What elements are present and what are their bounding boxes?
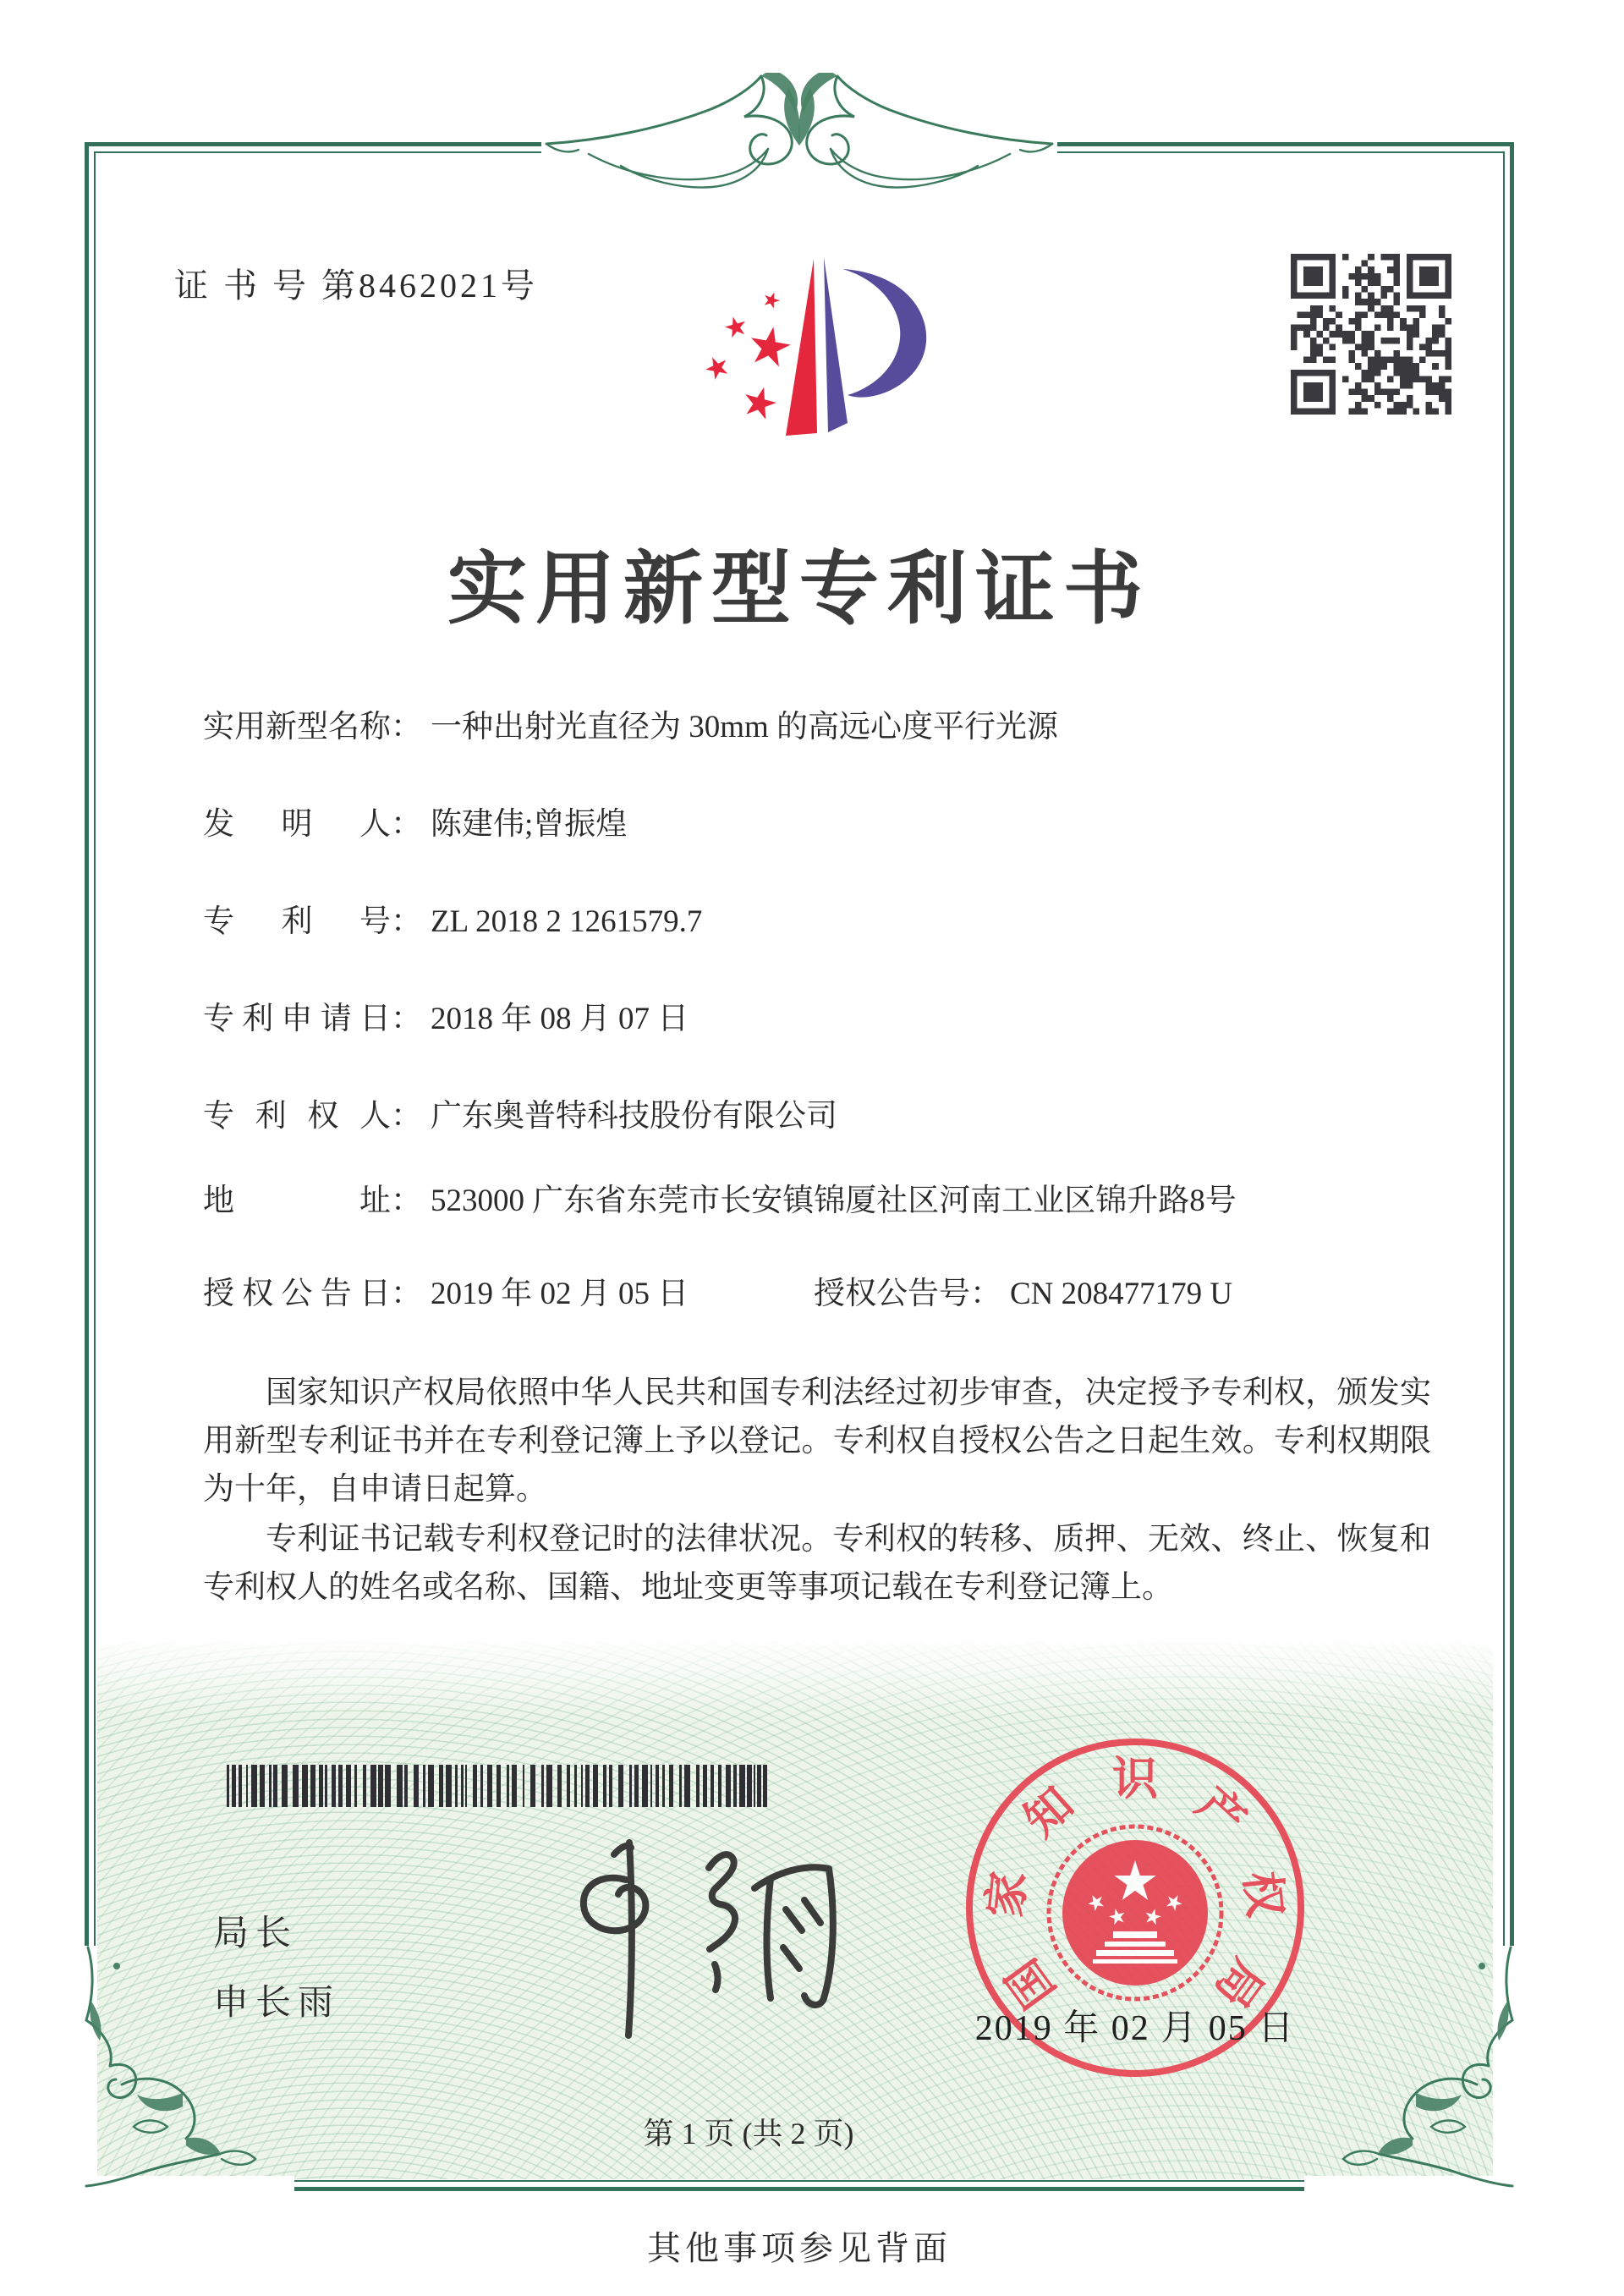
back-note: 其他事项参见背面 xyxy=(647,2229,952,2267)
field-row-inventors xyxy=(203,805,1438,845)
national-emblem xyxy=(1049,1826,1221,1999)
seal-char: 局 xyxy=(1204,1949,1274,2017)
certificate-title: 实用新型专利证书 xyxy=(447,546,1151,634)
field-colon: ： xyxy=(391,807,422,842)
commissioner-signature-icon xyxy=(457,1827,846,2047)
field-value: 2019 年 02 月 05 日 xyxy=(431,1277,689,1311)
field-colon: ： xyxy=(391,1184,422,1218)
field-colon: ： xyxy=(391,1277,422,1311)
field-value: 一种出射光直径为 30mm 的高远心度平行光源 xyxy=(431,710,1059,744)
field-value: 广东奥普特科技股份有限公司 xyxy=(431,1099,837,1134)
field-colon: ： xyxy=(391,904,422,939)
field-label: 专利权人 xyxy=(203,1099,391,1134)
field-row-grant xyxy=(203,1274,1438,1315)
legal-text xyxy=(203,1369,1431,1612)
field-pair-grant-no xyxy=(814,1274,1232,1315)
seal-char: 家 xyxy=(979,1869,1035,1920)
certificate-barcode-icon xyxy=(227,1765,785,1807)
qr-code-icon xyxy=(1291,254,1451,415)
field-value: ZL 2018 2 1261579.7 xyxy=(431,904,703,939)
field-row-filing-date xyxy=(203,999,1438,1040)
top-border-ornament-icon xyxy=(541,73,1057,233)
field-value: 2018 年 08 月 07 日 xyxy=(431,1002,689,1036)
field-label: 实用新型名称 xyxy=(203,710,391,744)
field-label: 发明人 xyxy=(203,807,391,842)
field-label: 专利申请日 xyxy=(203,1002,391,1036)
field-label: 授权公告日 xyxy=(203,1277,391,1311)
field-row-patentee xyxy=(203,1096,1438,1137)
field-row-address xyxy=(203,1181,1438,1222)
field-value: CN 208477179 U xyxy=(1010,1277,1233,1311)
certificate-number: 证 书 号 第8462021号 xyxy=(174,266,538,305)
field-label: 专利号 xyxy=(203,904,391,939)
seal-char: 国 xyxy=(996,1949,1066,2017)
legal-paragraph-2: 专利证书记载专利权登记时的法律状况。专利权的转移、质押、无效、终止、恢复和专利权人的姓名或名称、国籍、地址变更等事项记载在专利登记簿上。 xyxy=(203,1522,1431,1605)
seal-char: 权 xyxy=(1235,1869,1291,1920)
commissioner-title: 局长 xyxy=(213,1914,299,1953)
seal-date: 2019 年 02 月 05 日 xyxy=(974,2009,1296,2048)
field-row-name xyxy=(203,707,1438,748)
field-colon: ： xyxy=(391,1002,422,1036)
field-label: 授权公告号 xyxy=(814,1277,970,1311)
field-value: 523000 广东省东莞市长安镇锦厦社区河南工业区锦升路8号 xyxy=(431,1184,1237,1218)
field-colon: ： xyxy=(970,1277,1001,1311)
cnipa-logo-icon xyxy=(660,227,956,481)
commissioner-name: 申长雨 xyxy=(213,1984,341,2023)
field-colon: ： xyxy=(391,1099,422,1134)
seal-char: 识 xyxy=(1112,1754,1158,1804)
field-row-patent-no xyxy=(203,902,1438,942)
legal-paragraph-1: 国家知识产权局依照中华人民共和国专利法经过初步审查，决定授予专利权，颁发实用新型专利证书并在专利登记簿上予以登记。专利权自授权公告之日起生效。专利权期限为十年，自申请日起算。 xyxy=(203,1376,1431,1507)
seal-char: 产 xyxy=(1187,1777,1255,1847)
field-label: 地址 xyxy=(203,1184,391,1218)
seal-char: 知 xyxy=(1015,1777,1084,1847)
field-value: 陈建伟;曾振煌 xyxy=(431,807,628,842)
bottom-right-corner-ornament-icon xyxy=(1304,1946,1516,2191)
field-colon: ： xyxy=(391,710,422,744)
page-number: 第 1 页 (共 2 页) xyxy=(643,2117,854,2150)
